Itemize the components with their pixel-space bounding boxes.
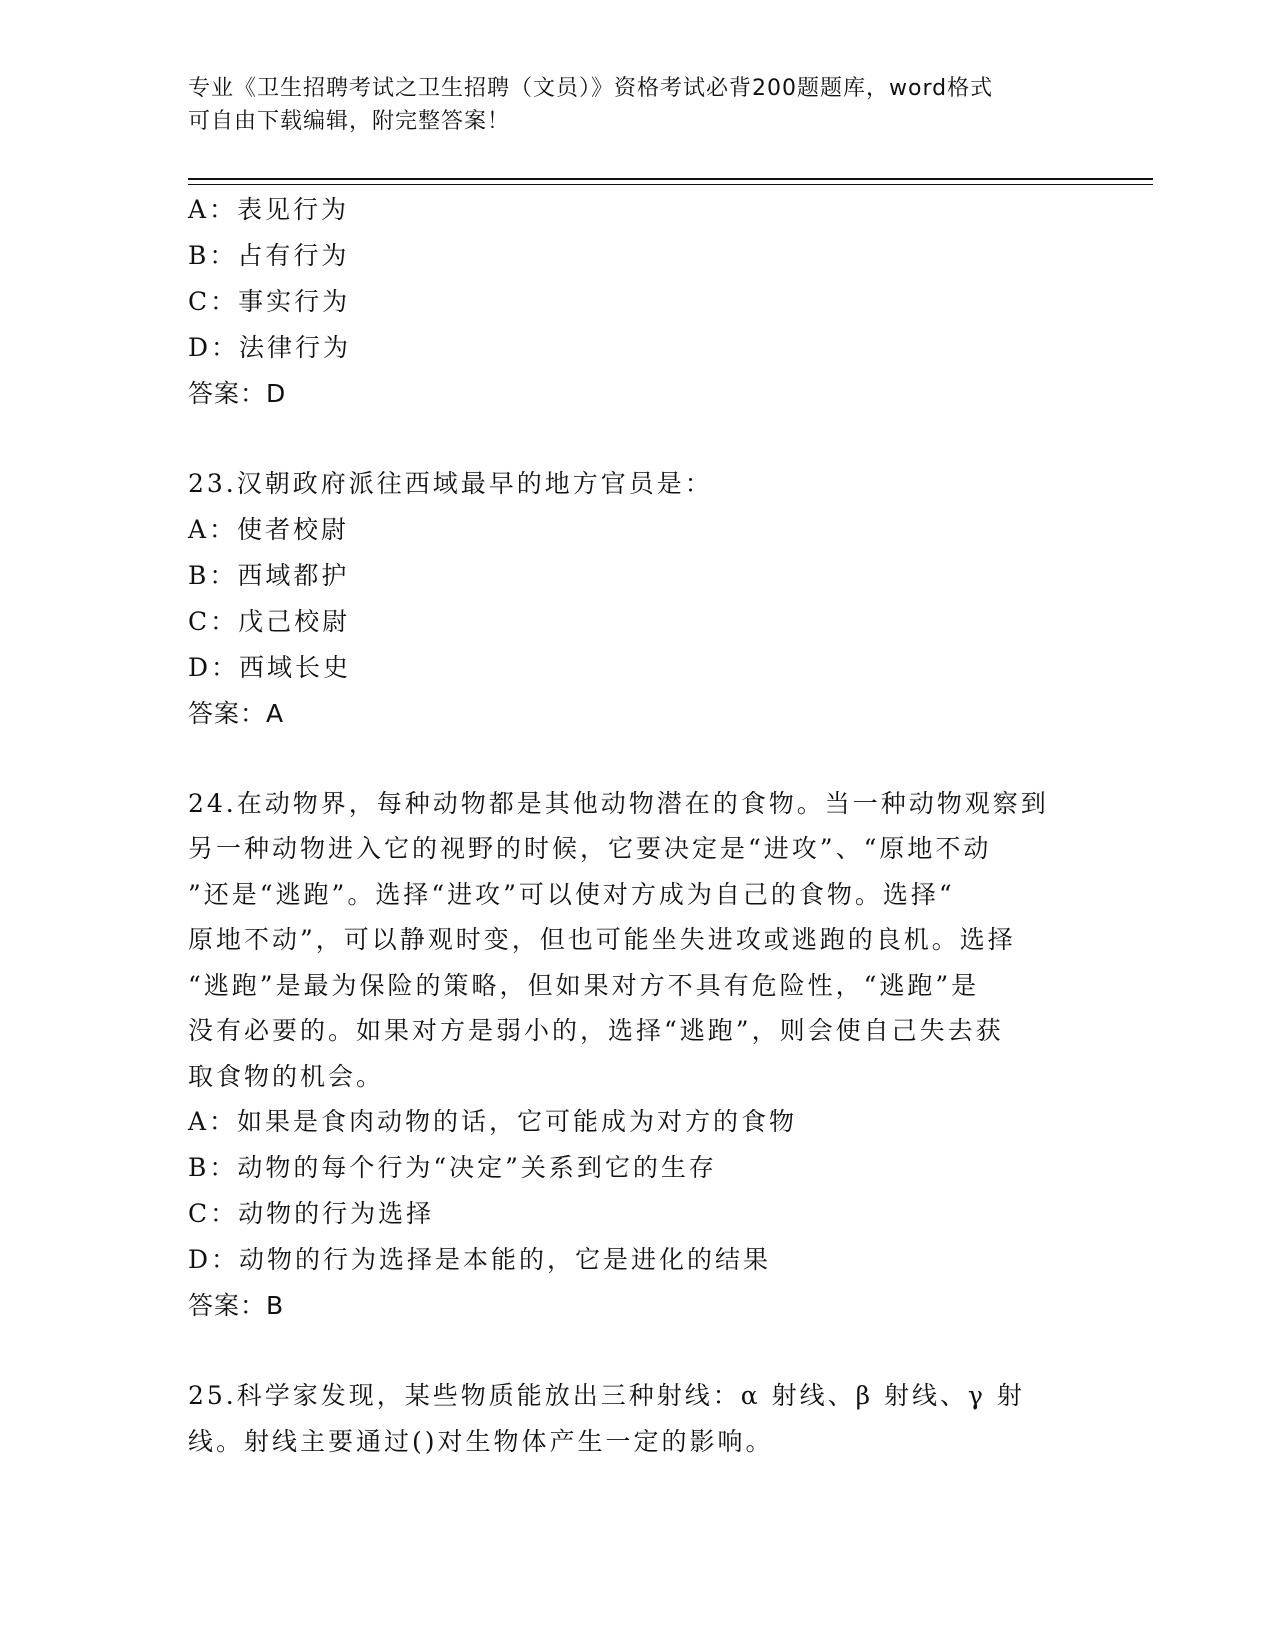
answer-key: 答案：D [188, 379, 287, 408]
question-block [188, 417, 1068, 737]
answer-option: B：西域都护 [188, 560, 350, 590]
answer-option: C：事实行为 [188, 287, 351, 316]
answer-option: C：戊己校尉 [188, 606, 351, 636]
answer-option: D：西域长史 [188, 652, 352, 682]
question-stem-line: 原地不动”，可以静观时变，但也可能坐失进攻或逃跑的良机。选择 [188, 925, 1016, 954]
question-stem-line: 没有必要的。如果对方是弱小的，选择“逃跑”，则会使自己失去获 [188, 1016, 1004, 1045]
answer-option: A：如果是食肉动物的话，它可能成为对方的食物 [188, 1107, 798, 1136]
answer-option: D：动物的行为选择是本能的，它是进化的结果 [188, 1245, 772, 1274]
question-stem-line: 24.在动物界，每种动物都是其他动物潜在的食物。当一种动物观察到 [188, 788, 1049, 818]
question-spacer [188, 737, 1068, 781]
document-header [188, 72, 1068, 138]
question-spacer [188, 1329, 1068, 1373]
question-list [188, 187, 1068, 1464]
answer-key: 答案：B [188, 1291, 285, 1320]
question-stem-line: 取食物的机会。 [188, 1061, 385, 1091]
question-stem-line: 另一种动物进入它的视野的时候，它要决定是“进攻”、“原地不动 [188, 834, 992, 863]
answer-option: D：法律行为 [188, 333, 352, 362]
question-spacer [188, 417, 1068, 461]
question-stem-line: 25.科学家发现，某些物质能放出三种射线：α 射线、β 射线、γ 射 [188, 1381, 1025, 1410]
answer-option: C：动物的行为选择 [188, 1199, 435, 1228]
question-block [188, 737, 1068, 1330]
question-block [188, 1329, 1068, 1464]
question-stem-line: ”还是“逃跑”。选择“进攻”可以使对方成为自己的食物。选择“ [188, 879, 955, 909]
answer-option: B：动物的每个行为“决定”关系到它的生存 [188, 1153, 717, 1182]
question-stem-line: 线。射线主要通过()对生物体产生一定的影响。 [188, 1426, 774, 1456]
header-line-1: 专业《卫生招聘考试之卫生招聘（文员）》资格考试必背200题题库，word格式 [188, 76, 994, 101]
answer-option: A：使者校尉 [188, 514, 350, 544]
header-divider [188, 178, 1153, 185]
header-line-2: 可自由下载编辑，附完整答案！ [188, 109, 511, 134]
question-stem-line: 23.汉朝政府派往西域最早的地方官员是： [188, 469, 713, 498]
answer-option: A：表见行为 [188, 195, 350, 224]
answer-option: B：占有行为 [188, 241, 350, 270]
answer-key: 答案：A [188, 698, 285, 728]
question-block [188, 187, 1068, 417]
question-stem-line: “逃跑”是最为保险的策略，但如果对方不具有危险性，“逃跑”是 [188, 970, 980, 1000]
